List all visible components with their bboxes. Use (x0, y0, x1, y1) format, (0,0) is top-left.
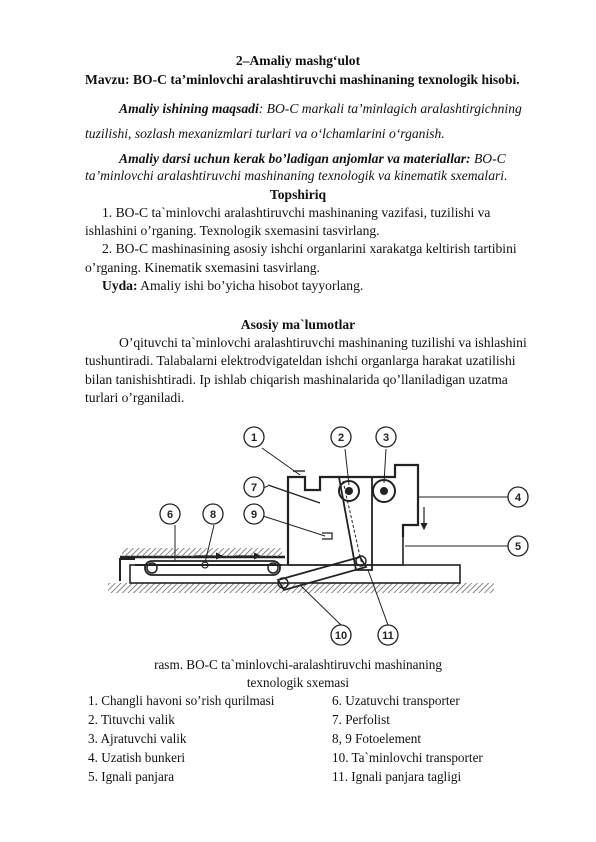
leader-11 (368, 570, 388, 625)
task-2-line-2: o’rganing. Kinematik sxemasini tasvirlang. (85, 260, 320, 275)
materials-text-1: BO-C (470, 151, 506, 166)
materials-line-1 (119, 151, 506, 167)
task-heading: Topshiriq (269, 187, 327, 202)
task-2-line-1: 2. BO-C mashinasining asosiy ishchi organlarini xarakatga keltirish tartibini (102, 241, 517, 256)
leader-9 (263, 516, 325, 536)
materials-text-2: ta’minlovchi aralashtiruvchi mashinaning texnologik va kinematik sxemalari. (85, 168, 508, 183)
main-info-line-2: tushuntiradi. Talabalarni elektrodvigateldan ishchi organlarga harakat uzatilishi (85, 353, 516, 368)
main-info-line-3: bilan tanishishtiradi. Ip ishlab chiqarish mashinalarida qo’llaniladigan uzatma (85, 372, 508, 387)
main-info-heading: Asosiy ma`lumotlar (240, 317, 356, 332)
legend-item-8: 8, 9 Fotoelement (332, 731, 422, 746)
callout-8: 8 (209, 509, 217, 521)
main-info-line-4: turlari o’rganiladi. (85, 390, 185, 405)
leader-2 (345, 449, 349, 485)
perfolist (268, 485, 320, 503)
figure-caption-1: rasm. BO-C ta`minlovchi-aralashtiruvchi mashinaning (154, 657, 442, 672)
page-title: 2–Amaliy mashg‘ulot (235, 53, 361, 68)
legend-item-6: 6. Uzatuvchi transporter (332, 693, 460, 708)
topic-label: Mavzu: (85, 72, 130, 87)
legend-item-5: 5. Ignali panjara (88, 769, 175, 784)
legend-item-11: 11. Ignali panjara tagligi (332, 769, 462, 784)
materials-label: Amaliy darsi uchun kerak bo’ladigan anjomlar va materiallar: (119, 151, 471, 166)
callout-11: 11 (382, 630, 394, 642)
legend-item-3: 3. Ajratuvchi valik (88, 731, 187, 746)
task-1-line-1: 1. BO-C ta`minlovchi aralashtiruvchi mashinaning vazifasi, tuzilishi va (102, 205, 491, 220)
machine-base (130, 565, 460, 583)
leader-1 (262, 448, 300, 475)
topic-line (85, 72, 520, 88)
homework-label: Uyda: (102, 278, 138, 293)
goal-label: Amaliy ishining maqsadi (119, 101, 259, 116)
homework-line (102, 278, 363, 294)
machine-schematic (0, 415, 596, 655)
callout-1: 1 (250, 432, 258, 444)
legend-item-7: 7. Perfolist (332, 712, 390, 727)
callout-10: 10 (334, 630, 348, 642)
feed-transporter (145, 561, 280, 575)
goal-text-1: : BO-C markali ta’minlagich aralashtirgichning (258, 101, 522, 116)
callout-5: 5 (514, 541, 522, 553)
spiked-lattice (339, 477, 372, 570)
homework-text: Amaliy ishi bo’yicha hisobot tayyorlang. (137, 278, 364, 293)
main-info-line-1: O’qituvchi ta`minlovchi aralashtiruvchi mashinaning tuzilishi va ishlashini (119, 335, 527, 350)
callout-3: 3 (382, 432, 390, 444)
legend-item-1: 1. Changli havoni so’rish qurilmasi (88, 693, 275, 708)
legend-item-10: 10. Ta`minlovchi transporter (332, 750, 483, 765)
callout-9: 9 (250, 509, 258, 521)
stripping-roller-axle (345, 487, 353, 495)
legend-item-4: 4. Uzatish bunkeri (88, 750, 186, 765)
task-1-line-2: ishlashini o’rganing. Texnologik sxemasini tasvirlang. (85, 223, 380, 238)
topic-text: BO-C ta’minlovchi aralashtiruvchi mashinaning texnologik hisobi. (132, 72, 520, 87)
goal-line-1 (119, 101, 554, 117)
separating-roller-axle (380, 487, 388, 495)
goal-text-2: tuzilishi, sozlash mexanizmlari turlari va o‘lchamlarini o‘rganish. (85, 126, 445, 141)
callout-2: 2 (337, 432, 345, 444)
base-frame-left (120, 559, 135, 581)
callout-4: 4 (514, 492, 522, 504)
figure-caption-2: texnologik sxemasi (246, 675, 350, 690)
callout-7: 7 (250, 482, 258, 494)
callout-6: 6 (166, 509, 174, 521)
legend-item-2: 2. Tituvchi valik (88, 712, 175, 727)
